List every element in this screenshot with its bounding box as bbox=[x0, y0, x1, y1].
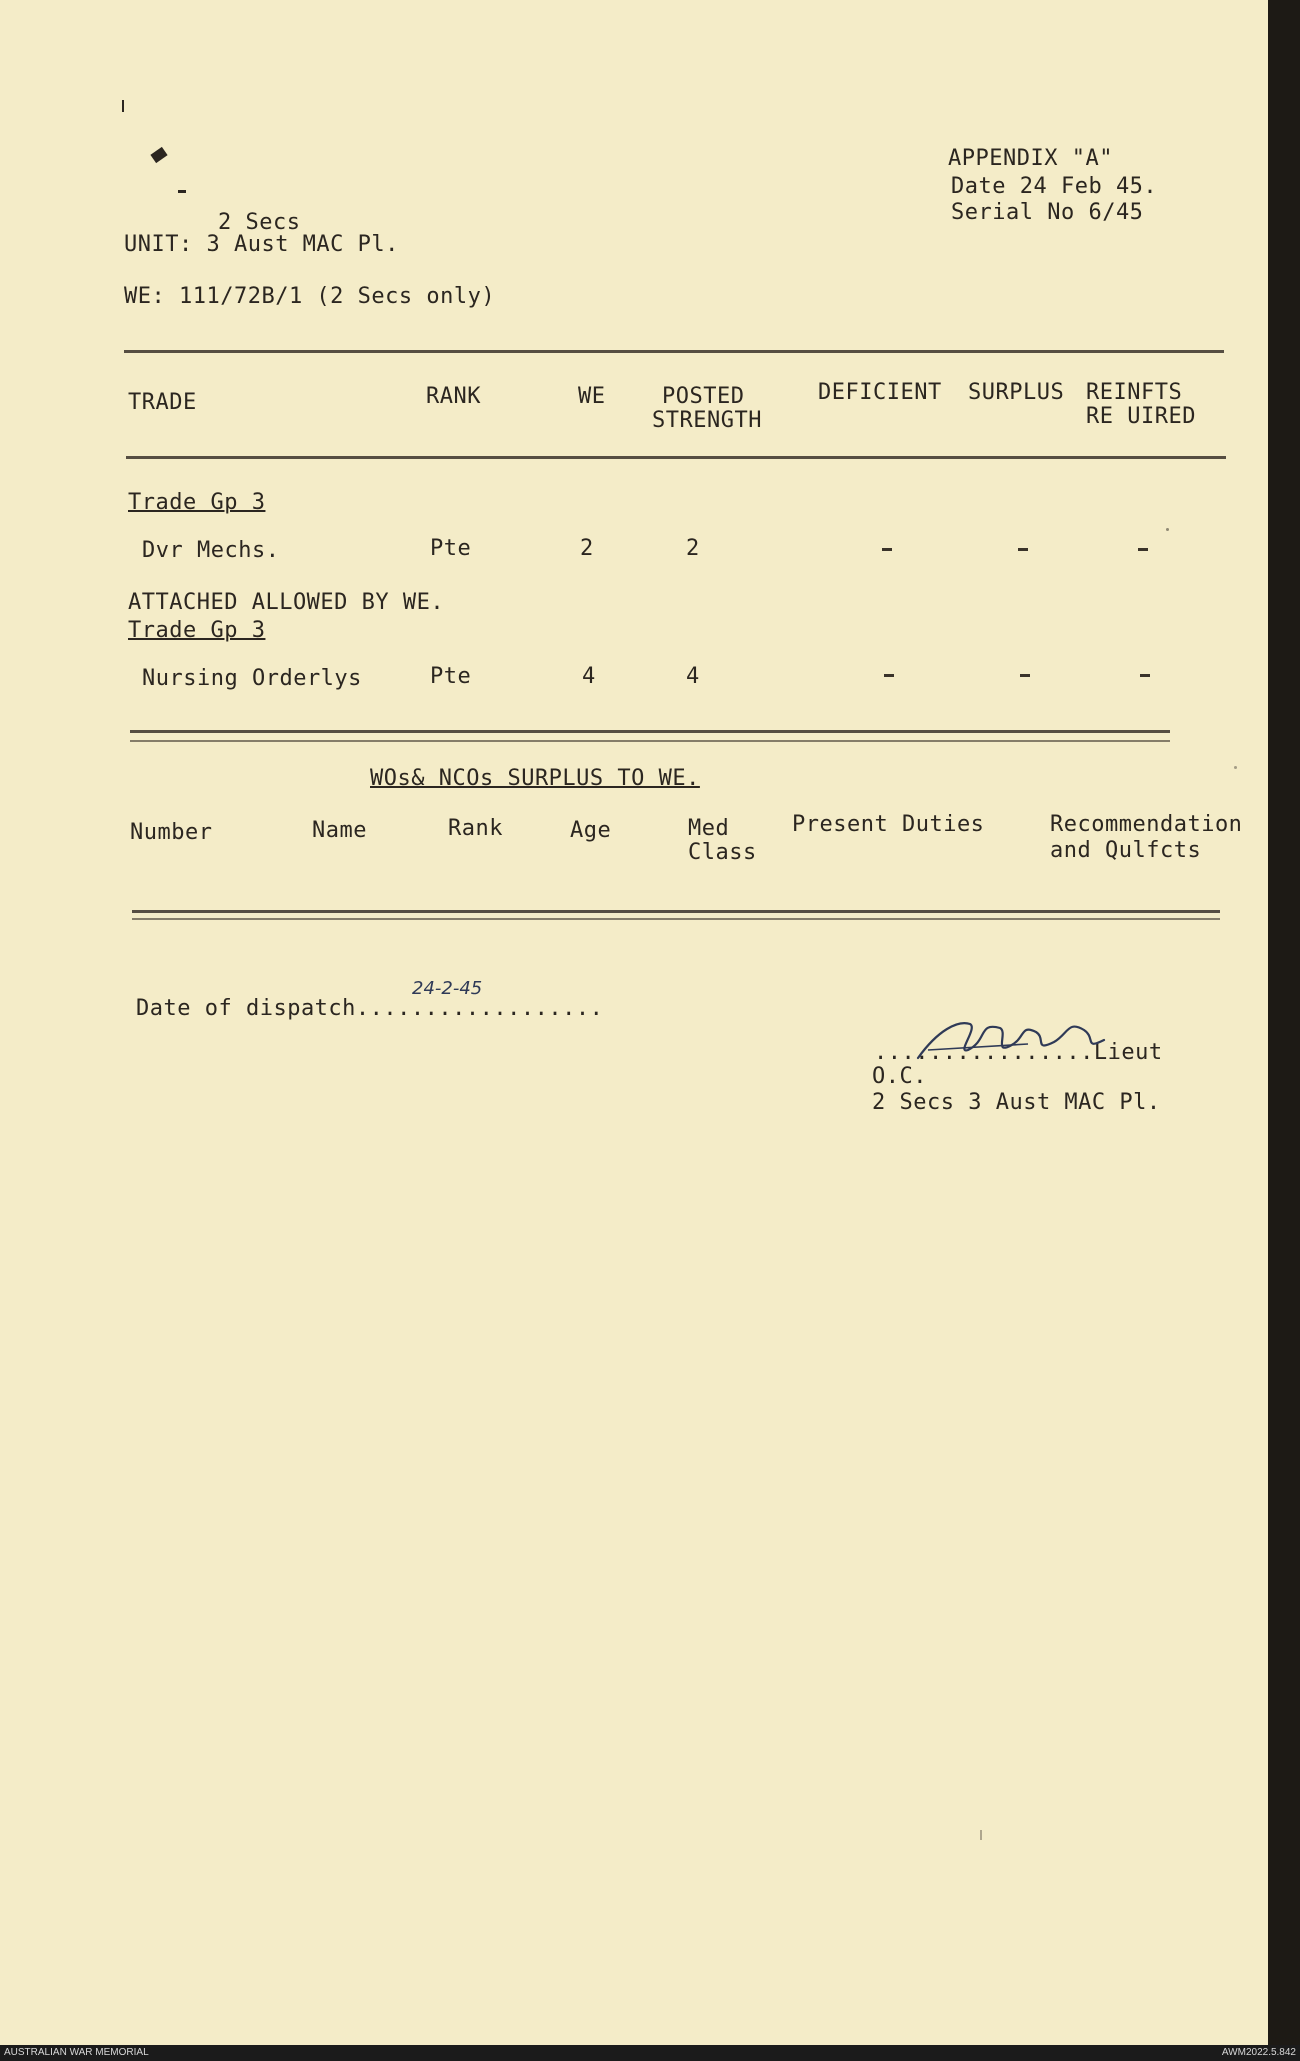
paper-edge bbox=[1268, 0, 1300, 2045]
trade-group-title: Trade Gp 3 bbox=[128, 618, 266, 643]
header-qualifications: and Qulfcts bbox=[1050, 838, 1202, 863]
row-rank: Pte bbox=[430, 664, 472, 689]
ink-mark bbox=[980, 1830, 982, 1840]
footer-bar bbox=[0, 2045, 1300, 2061]
row-we: 2 bbox=[580, 536, 594, 561]
header-deficient: DEFICIENT bbox=[818, 380, 942, 405]
surplus-section-title: WOs& NCOs SURPLUS TO WE. bbox=[370, 766, 700, 791]
secs-note: 2 Secs bbox=[218, 210, 301, 235]
header-trade: TRADE bbox=[128, 390, 197, 415]
header-rank: RANK bbox=[426, 384, 481, 409]
table-bottom-rule bbox=[130, 740, 1170, 742]
header-class: Class bbox=[688, 840, 757, 865]
ink-mark bbox=[1234, 766, 1237, 769]
header-posted: POSTED bbox=[662, 384, 745, 409]
row-reinfts-dash bbox=[1138, 548, 1148, 551]
header-number: Number bbox=[130, 820, 213, 845]
header-required: RE UIRED bbox=[1086, 404, 1196, 429]
table2-rule bbox=[132, 918, 1220, 920]
signature-scribble bbox=[908, 1010, 1138, 1070]
table-top-rule bbox=[124, 350, 1224, 353]
attached-title: ATTACHED ALLOWED BY WE. bbox=[128, 590, 445, 615]
row-deficient-dash bbox=[884, 674, 894, 677]
oc-label: O.C. bbox=[872, 1064, 927, 1089]
row-surplus-dash bbox=[1018, 548, 1028, 551]
row-rank: Pte bbox=[430, 536, 472, 561]
header-rule bbox=[126, 456, 1226, 459]
ink-mark bbox=[150, 147, 167, 163]
unit-line: UNIT: 3 Aust MAC Pl. bbox=[124, 232, 399, 257]
header-rank: Rank bbox=[448, 816, 503, 841]
table-bottom-rule bbox=[130, 730, 1170, 733]
trade-group-title: Trade Gp 3 bbox=[128, 490, 266, 515]
signature-text bbox=[1040, 1012, 1043, 1013]
row-posted: 4 bbox=[686, 664, 700, 689]
header-recommendation: Recommendation bbox=[1050, 812, 1243, 837]
header-we: WE bbox=[578, 384, 606, 409]
footer-accession-number: AWM2022.5.842 bbox=[1221, 2047, 1296, 2058]
row-we: 4 bbox=[582, 664, 596, 689]
table2-rule bbox=[132, 910, 1220, 913]
header-reinfts: REINFTS bbox=[1086, 380, 1183, 405]
row-trade: Nursing Orderlys bbox=[142, 666, 362, 691]
row-surplus-dash bbox=[1020, 674, 1030, 677]
header-name: Name bbox=[312, 818, 367, 843]
footer-institution: AUSTRALIAN WAR MEMORIAL bbox=[4, 2047, 149, 2058]
signature-line: ................Lieut bbox=[874, 1040, 1163, 1065]
header-surplus: SURPLUS bbox=[968, 380, 1065, 405]
header-age: Age bbox=[570, 818, 612, 843]
ink-mark bbox=[122, 100, 124, 112]
header-present-duties: Present Duties bbox=[792, 812, 985, 837]
row-reinfts-dash bbox=[1140, 674, 1150, 677]
signature-unit: 2 Secs 3 Aust MAC Pl. bbox=[872, 1090, 1161, 1115]
row-posted: 2 bbox=[686, 536, 700, 561]
document-date: Date 24 Feb 45. bbox=[951, 174, 1158, 199]
header-med: Med bbox=[688, 816, 730, 841]
row-deficient-dash bbox=[882, 548, 892, 551]
appendix-label: APPENDIX "A" bbox=[948, 146, 1113, 171]
dispatch-label: Date of dispatch.................. bbox=[136, 996, 604, 1021]
ink-mark bbox=[178, 190, 186, 193]
serial-number: Serial No 6/45 bbox=[951, 200, 1144, 225]
row-trade: Dvr Mechs. bbox=[142, 538, 280, 563]
dispatch-handwritten-date: 24-2-45 bbox=[412, 978, 483, 999]
header-strength: STRENGTH bbox=[652, 408, 762, 433]
we-line: WE: 111/72B/1 (2 Secs only) bbox=[124, 284, 496, 309]
ink-mark bbox=[1166, 528, 1169, 531]
